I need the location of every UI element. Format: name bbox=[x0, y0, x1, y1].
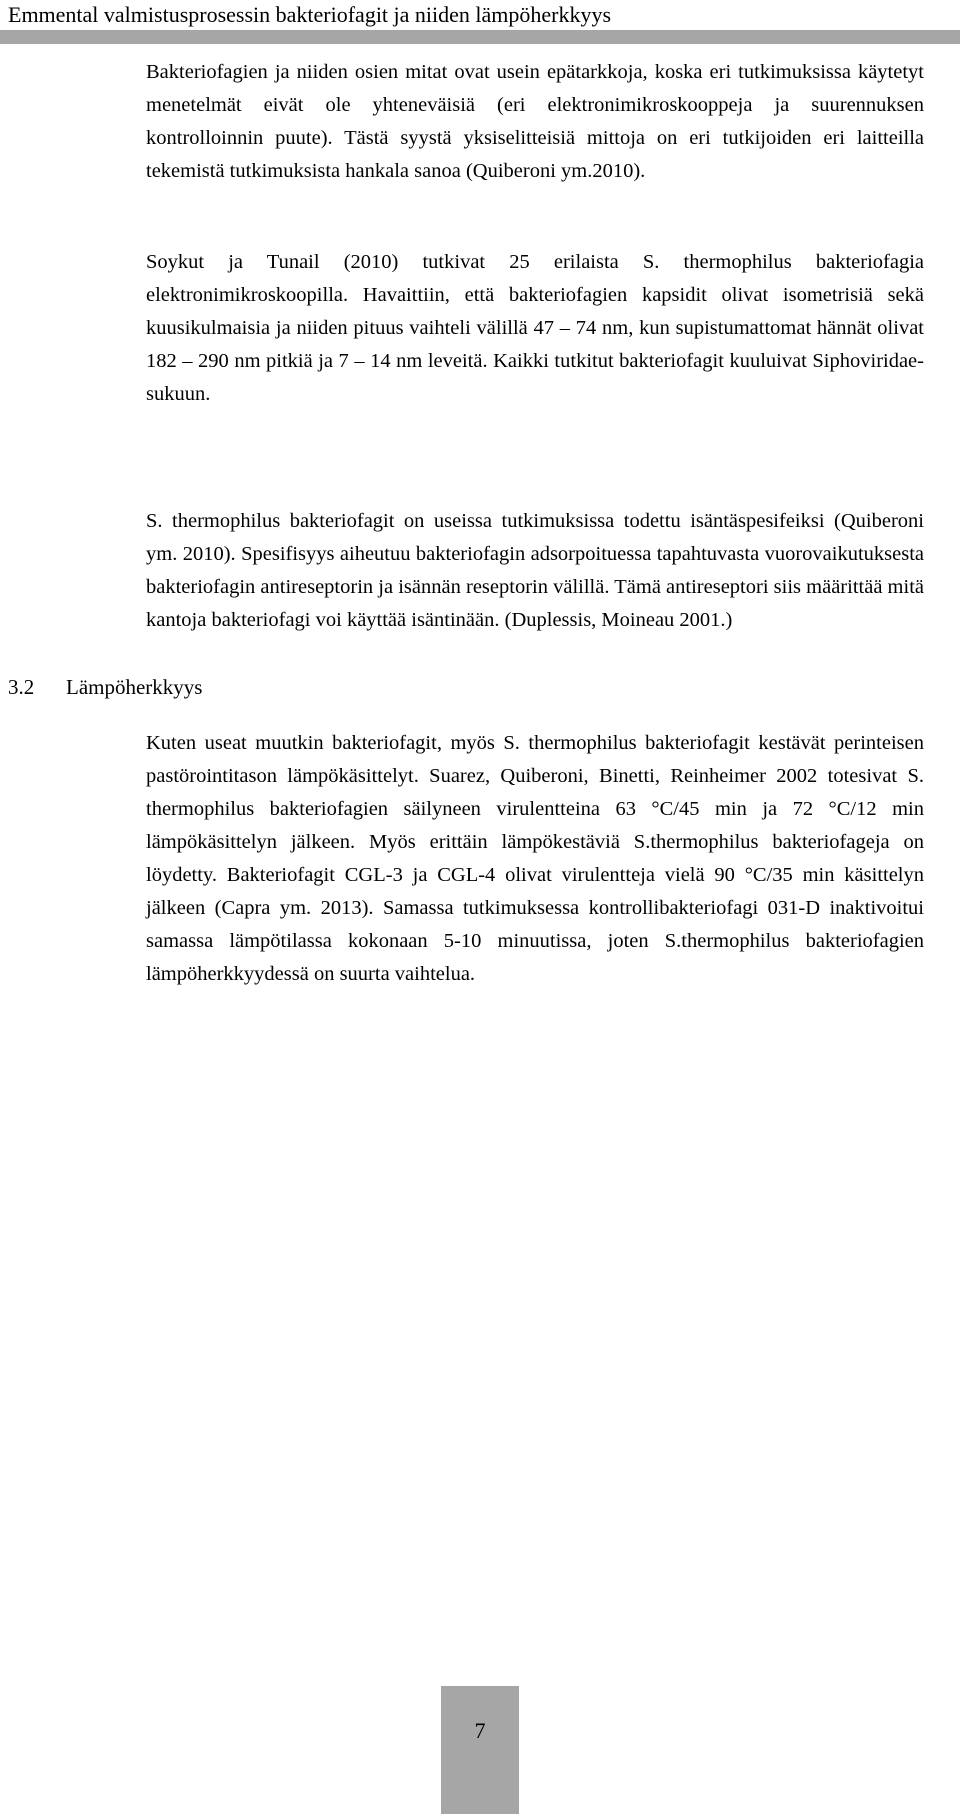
section-number: 3.2 bbox=[8, 675, 35, 699]
page-number: 7 bbox=[474, 1718, 486, 1743]
header-rule bbox=[0, 30, 960, 44]
paragraph-text: Soykut ja Tunail (2010) tutkivat 25 erilaista S. thermophilus bakteriofagia elektronimikroskoopilla. Havaittiin, että bakteriofagien kapsidit olivat isometrisiä sekä kuusikulmaisia ja niiden pituus vaihteli välillä 47 – 74 nm, kun supistumattomat hännät olivat 182 – 290 nm pitkiä ja 7 – 14 nm leveitä. Kaikki tutkitut bakteriofagit kuuluivat Siphoviridae-sukuun. bbox=[146, 251, 924, 405]
section-title: Lämpöherkkyys bbox=[66, 675, 203, 699]
page-footer bbox=[441, 1686, 519, 1814]
paragraph-text: S. thermophilus bakteriofagit on useissa tutkimuksissa todettu isäntäspesifeiksi (Quiberoni ym. 2010). Spesifisyys aiheutuu bakteriofagin adsorpoituessa tapahtuvasta vuorovaikutuksesta bakteriofagin antireseptorin ja isännän reseptorin välillä. Tämä antireseptori siis määrittää mitä kantoja bakteriofagi voi käyttää isäntinään. (Duplessis, Moineau 2001.) bbox=[146, 510, 924, 631]
paragraph-text: Kuten useat muutkin bakteriofagit, myös S. thermophilus bakteriofagit kestävät perinteisen pastörointitason lämpökäsittelyt. Suarez, Quiberoni, Binetti, Reinheimer 2002 totesivat S. thermophilus bakteriofagien säilyneen virulentteina 63 °C/45 min ja 72 °C/12 min lämpökäsittelyn jälkeen. Myös erittäin lämpökestäviä S.thermophilus bakteriofageja on löydetty. Bakteriofagit CGL-3 ja CGL-4 olivat virulentteja vielä 90 °C/35 min käsittelyn jälkeen (Capra ym. 2013). Samassa tutkimuksessa kontrollibakteriofagi 031-D inaktivoitui samassa lämpötilassa kokonaan 5-10 minuutissa, joten S.thermophilus bakteriofagien lämpöherkkyydessä on suurta vaihtelua. bbox=[146, 732, 924, 985]
document-running-title: Emmental valmistusprosessin bakteriofagit ja niiden lämpöherkkyys bbox=[8, 2, 612, 27]
body-paragraph bbox=[146, 505, 924, 637]
body-paragraph bbox=[146, 56, 924, 188]
body-paragraph bbox=[146, 727, 924, 991]
body-paragraph bbox=[146, 246, 924, 411]
page-header bbox=[0, 0, 960, 46]
paragraph-text: Bakteriofagien ja niiden osien mitat ovat usein epätarkkoja, koska eri tutkimuksissa käytetyt menetelmät eivät ole yhteneväisiä (eri elektronimikroskooppeja ja suurennuksen kontrolloinnin puute). Tästä syystä yksiselitteisiä mittoja on eri tutkijoiden eri laitteilla tekemistä tutkimuksista hankala sanoa (Quiberoni ym.2010). bbox=[146, 61, 924, 182]
section-heading bbox=[8, 671, 202, 703]
